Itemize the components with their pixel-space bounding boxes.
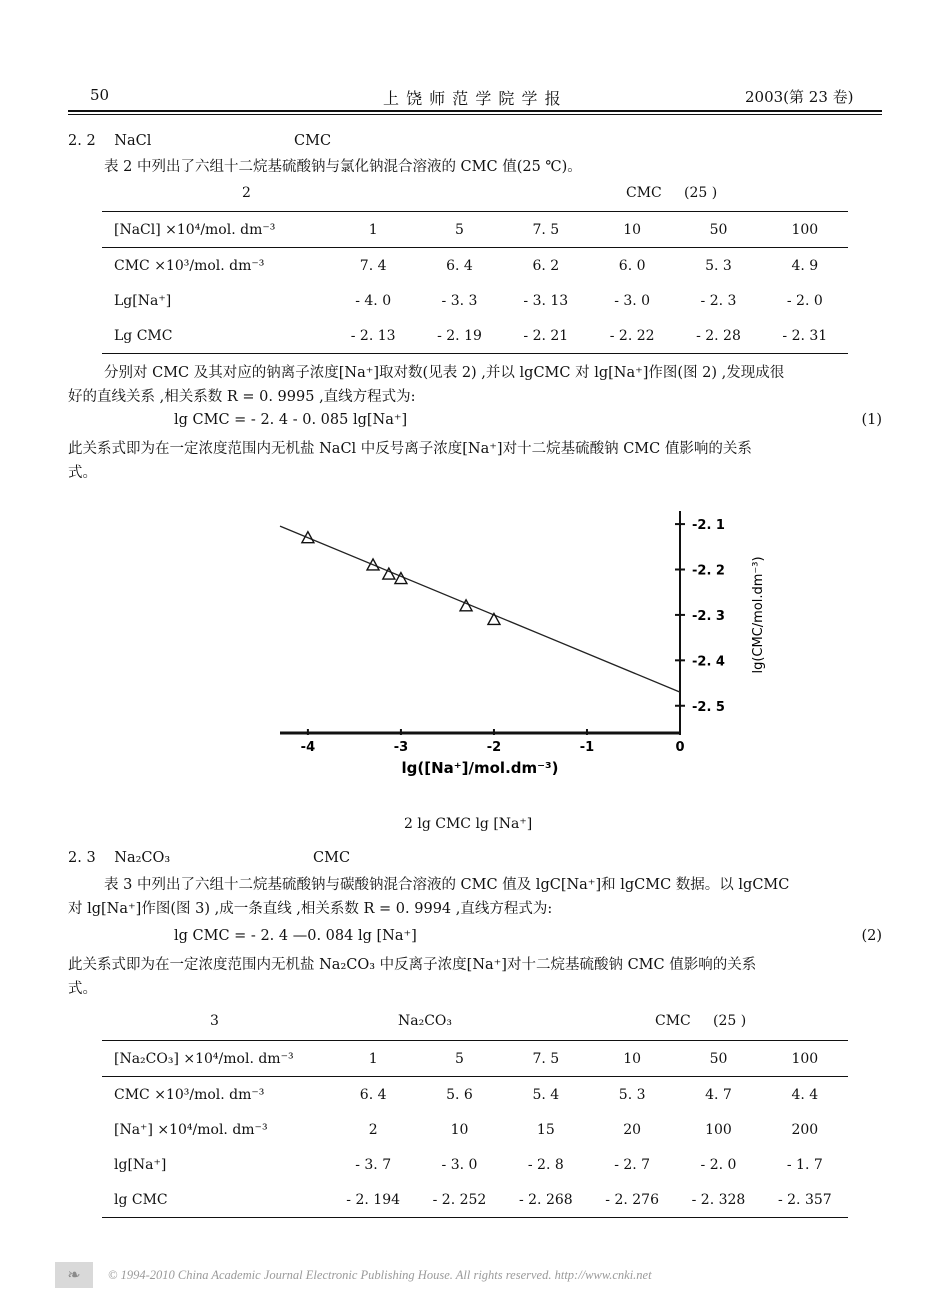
table-row-label: [Na₂CO₃] ×10⁴/mol. dm⁻³	[102, 1041, 330, 1077]
section-cmc: CMC	[294, 133, 332, 149]
table-row	[102, 318, 848, 354]
table-row	[102, 1147, 848, 1182]
y-tick-label: -2. 1	[692, 518, 725, 534]
table-cell: - 2. 276	[589, 1182, 675, 1218]
table-cell: 100	[705, 1121, 732, 1138]
table-row-label: [Na⁺] ×10⁴/mol. dm⁻³	[114, 1121, 268, 1138]
table-row	[102, 283, 848, 318]
table2-caption-temp: (25 )	[684, 185, 718, 201]
table-2	[102, 211, 848, 354]
section-number: 2. 2	[68, 133, 96, 149]
table-cell: - 2. 328	[675, 1182, 761, 1218]
table-3	[102, 1040, 848, 1218]
header-rule-thin	[68, 114, 882, 115]
table-cell: 100	[762, 1041, 848, 1077]
section-2-2-para1-line2: 好的直线关系 ,相关系数 R = 0. 9995 ,直线方程式为:	[68, 389, 416, 405]
table-cell: - 3. 3	[441, 292, 478, 309]
y-tick-label: -2. 2	[692, 563, 725, 579]
section-number: 2. 3	[68, 850, 96, 866]
table2-caption-cmc: CMC	[626, 185, 662, 201]
table3-caption-salt: Na₂CO₃	[398, 1013, 453, 1029]
table-cell: - 2. 31	[762, 318, 848, 354]
header-rule-thick	[68, 110, 882, 112]
x-tick-label: -2	[486, 740, 502, 755]
table-cell: - 2. 21	[503, 318, 589, 354]
table-row-label: lg CMC	[102, 1182, 330, 1218]
table-row-label: CMC ×10³/mol. dm⁻³	[114, 257, 265, 274]
table-cell: 10	[589, 1041, 675, 1077]
y-tick-label: -2. 3	[692, 608, 725, 624]
y-tick-label: -2. 4	[692, 654, 725, 670]
x-tick-label: -1	[579, 740, 595, 755]
issue-label: 2003(第 23 卷)	[745, 88, 854, 106]
section-2-3-heading	[68, 850, 351, 866]
table-cell: 5. 4	[532, 1086, 560, 1103]
table-cell: 4. 7	[705, 1086, 732, 1103]
table-cell: 100	[762, 212, 848, 248]
table-cell: 7. 5	[503, 212, 589, 248]
table-cell: 7. 5	[503, 1041, 589, 1077]
journal-title: 上 饶 师 范 学 院 学 报	[383, 89, 562, 108]
fit-line	[280, 526, 680, 692]
table-row-label: lg[Na⁺]	[114, 1156, 167, 1173]
table-row	[102, 1112, 848, 1147]
section-salt: Na₂CO₃	[114, 850, 171, 866]
table-row-label: Lg CMC	[102, 318, 330, 354]
figure-2-caption: 2 lg CMC lg [Na⁺]	[404, 816, 533, 832]
figure-2-chart	[270, 505, 780, 805]
equation-2-number: (2)	[861, 928, 882, 944]
table-cell: 4. 4	[791, 1086, 819, 1103]
table-row	[102, 1182, 848, 1218]
equation-1: lg CMC = - 2. 4 - 0. 085 lg[Na⁺]	[174, 412, 408, 428]
y-tick-label: -2. 5	[692, 699, 725, 715]
table-cell: 1	[330, 1041, 416, 1077]
section-2-2-para2-line2: 式。	[68, 465, 97, 481]
x-tick-label: 0	[675, 740, 685, 755]
table-cell: 5	[416, 1041, 502, 1077]
table-cell: 50	[675, 212, 761, 248]
table-cell: - 2. 357	[762, 1182, 848, 1218]
section-2-2-para2-line1: 此关系式即为在一定浓度范围内无机盐 NaCl 中反号离子浓度[Na⁺]对十二烷基硫酸钠 CMC 值影响的关系	[68, 441, 752, 457]
table-cell: 5. 6	[446, 1086, 473, 1103]
table-cell: - 2. 0	[786, 292, 823, 309]
table-cell: 6. 0	[618, 257, 646, 274]
table-cell: - 3. 7	[355, 1156, 392, 1173]
table-row	[102, 1041, 848, 1077]
table-cell: 6. 4	[359, 1086, 387, 1103]
table-cell: 5. 3	[618, 1086, 646, 1103]
table3-caption-cmc: CMC	[655, 1013, 691, 1029]
section-2-2-para1-line1: 分别对 CMC 及其对应的钠离子浓度[Na⁺]取对数(见表 2) ,并以 lgCMC 对 lg[Na⁺]作图(图 2) ,发现成很	[104, 365, 785, 381]
table-row	[102, 212, 848, 248]
table-cell: - 2. 0	[700, 1156, 737, 1173]
page-number: 50	[90, 86, 110, 104]
table-cell: 7. 4	[359, 257, 387, 274]
table-cell: - 2. 7	[614, 1156, 651, 1173]
table-cell: 20	[623, 1121, 642, 1138]
table-cell: - 1. 7	[786, 1156, 823, 1173]
table-cell: - 3. 13	[523, 292, 569, 309]
table-cell: - 3. 0	[614, 292, 651, 309]
table-cell: - 3. 0	[441, 1156, 478, 1173]
table-cell: 50	[675, 1041, 761, 1077]
y-axis-label: lg(CMC/mol.dm⁻³)	[751, 556, 766, 674]
table-cell: - 2. 268	[503, 1182, 589, 1218]
section-salt: NaCl	[114, 133, 152, 149]
section-2-3-intro-line2: 对 lg[Na⁺]作图(图 3) ,成一条直线 ,相关系数 R = 0. 9994 ,直线方程式为:	[68, 901, 553, 917]
section-2-2-intro: 表 2 中列出了六组十二烷基硫酸钠与氯化钠混合溶液的 CMC 值(25 ℃)。	[104, 159, 582, 175]
table-cell: - 4. 0	[355, 292, 392, 309]
table-row	[102, 248, 848, 284]
table-cell: - 2. 194	[330, 1182, 416, 1218]
table-cell: - 2. 3	[700, 292, 737, 309]
copyright-footer: © 1994-2010 China Academic Journal Electronic Publishing House. All rights reserved. http://www.cnki.net	[108, 1268, 652, 1282]
section-2-3-para-line2: 式。	[68, 981, 97, 997]
x-tick-label: -4	[300, 740, 316, 755]
cnki-logo-icon: ❧	[55, 1262, 93, 1288]
table-cell: - 2. 252	[416, 1182, 502, 1218]
table-cell: - 2. 28	[675, 318, 761, 354]
table3-caption-temp: (25 )	[713, 1013, 747, 1029]
section-cmc: CMC	[313, 850, 351, 866]
table-cell: 15	[536, 1121, 555, 1138]
table-row-label: CMC ×10³/mol. dm⁻³	[114, 1086, 265, 1103]
table-cell: 6. 2	[532, 257, 560, 274]
table-cell: 2	[368, 1121, 378, 1138]
table-cell: 1	[330, 212, 416, 248]
table-cell: 10	[450, 1121, 469, 1138]
section-2-2-heading	[68, 133, 332, 149]
table-cell: 5. 3	[705, 257, 732, 274]
equation-1-number: (1)	[861, 412, 882, 428]
table-row	[102, 1077, 848, 1113]
table-row-label: [NaCl] ×10⁴/mol. dm⁻³	[102, 212, 330, 248]
table-row-label: Lg[Na⁺]	[114, 292, 172, 309]
table2-caption-num: 2	[242, 185, 251, 201]
table3-caption-num: 3	[210, 1013, 219, 1029]
table-cell: 200	[791, 1121, 819, 1138]
x-tick-label: -3	[393, 740, 409, 755]
table-cell: - 2. 22	[589, 318, 675, 354]
x-axis-label: lg([Na⁺]/mol.dm⁻³)	[401, 759, 559, 777]
table-cell: - 2. 8	[527, 1156, 564, 1173]
table-cell: - 2. 13	[330, 318, 416, 354]
table-cell: 10	[589, 212, 675, 248]
table-cell: 4. 9	[791, 257, 819, 274]
table-cell: 6. 4	[446, 257, 473, 274]
table-cell: - 2. 19	[416, 318, 502, 354]
table-cell: 5	[416, 212, 502, 248]
section-2-3-para-line1: 此关系式即为在一定浓度范围内无机盐 Na₂CO₃ 中反离子浓度[Na⁺]对十二烷基硫酸钠 CMC 值影响的关系	[68, 957, 757, 973]
section-2-3-intro-line1: 表 3 中列出了六组十二烷基硫酸钠与碳酸钠混合溶液的 CMC 值及 lgC[Na⁺]和 lgCMC 数据。以 lgCMC	[104, 877, 790, 893]
equation-2: lg CMC = - 2. 4 —0. 084 lg [Na⁺]	[174, 928, 417, 944]
